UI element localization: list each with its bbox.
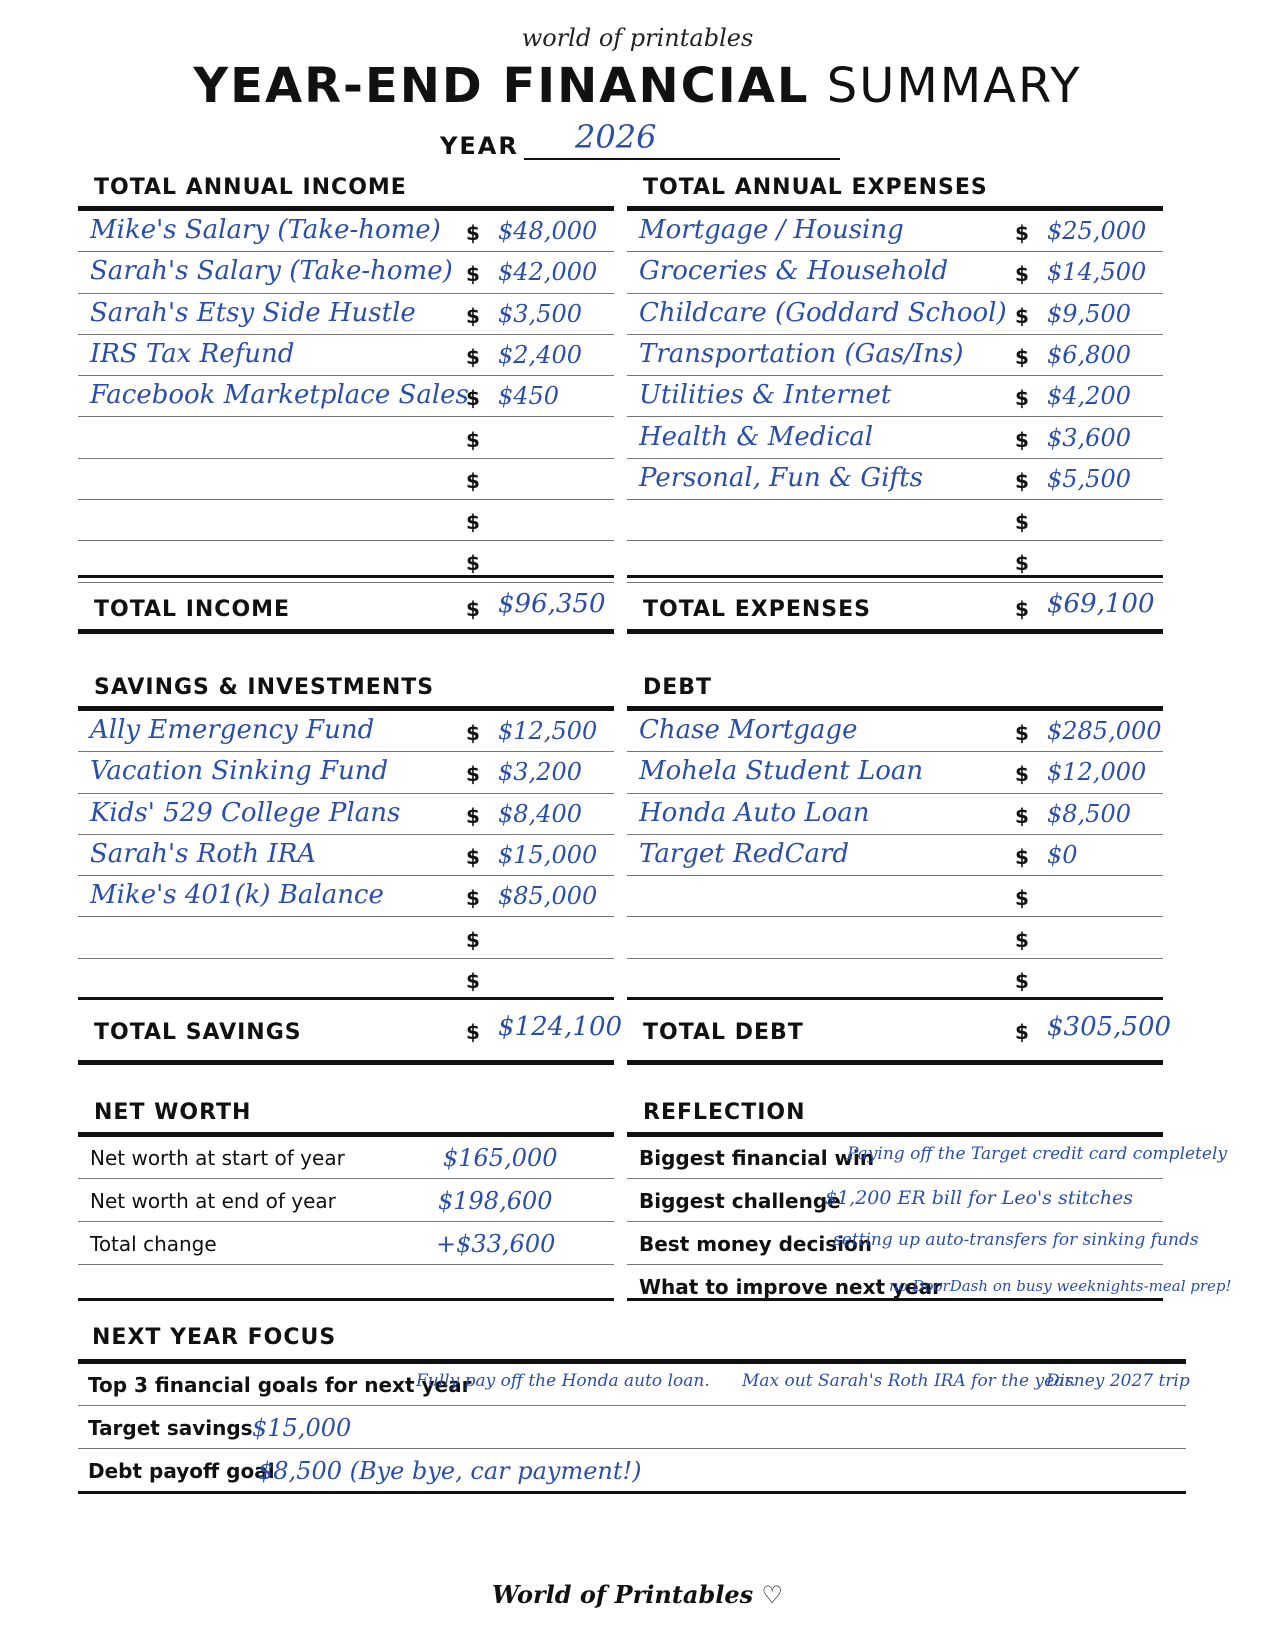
row-label: Biggest financial win — [639, 1146, 875, 1170]
item-name: Chase Mortgage — [639, 715, 858, 745]
next-year-focus-section — [78, 1325, 1190, 1497]
row-label: Total change — [90, 1232, 217, 1256]
item-name: Mohela Student Loan — [639, 756, 924, 787]
section-title: DEBT — [643, 675, 713, 700]
divider — [78, 629, 614, 634]
brand-text: World of Printables — [491, 1580, 754, 1609]
total-savings-row — [78, 1000, 623, 1056]
row-label: Net worth at start of year — [90, 1146, 345, 1170]
line-item-row[interactable] — [78, 376, 614, 417]
item-name: Ally Emergency Fund — [90, 715, 375, 745]
goal-2: Max out Sarah's Roth IRA for the year. — [742, 1371, 1076, 1391]
line-item-row[interactable] — [78, 252, 614, 293]
line-item-row[interactable] — [78, 294, 614, 335]
dollar-sign: $ — [466, 803, 480, 828]
dollar-sign: $ — [466, 344, 480, 369]
total-label: TOTAL INCOME — [94, 597, 291, 622]
row-label: Best money decision — [639, 1232, 872, 1256]
goals-row[interactable] — [78, 1363, 1190, 1406]
line-item-row[interactable] — [627, 918, 1163, 959]
dollar-sign: $ — [1015, 262, 1029, 287]
savings-section — [78, 675, 623, 1075]
line-item-row[interactable] — [627, 252, 1163, 293]
divider — [627, 1298, 1163, 1301]
row-label: What to improve next year — [639, 1275, 942, 1299]
dollar-sign: $ — [1015, 803, 1029, 828]
item-name: IRS Tax Refund — [90, 338, 295, 369]
dollar-sign: $ — [1015, 886, 1029, 911]
goal-3: Disney 2027 trip — [1046, 1371, 1190, 1391]
row-label: Debt payoff goal — [88, 1459, 275, 1483]
dollar-sign: $ — [466, 510, 480, 535]
item-amount: $0 — [1047, 840, 1078, 869]
line-item-row[interactable] — [78, 752, 614, 793]
reflection-section — [627, 1100, 1232, 1305]
item-name: Mike's Salary (Take-home) — [90, 215, 441, 245]
dollar-sign: $ — [1015, 221, 1029, 245]
row-value: $8,500 (Bye bye, car payment!) — [258, 1457, 642, 1485]
item-name: Mortgage / Housing — [639, 215, 904, 245]
item-amount: $85,000 — [498, 882, 598, 911]
dollar-sign: $ — [466, 551, 480, 576]
item-amount: $25,000 — [1047, 217, 1147, 245]
dollar-sign: $ — [466, 968, 480, 993]
item-name: Sarah's Etsy Side Hustle — [90, 297, 416, 328]
item-amount: $12,000 — [1047, 758, 1147, 787]
dollar-sign: $ — [466, 927, 480, 952]
income-section — [78, 175, 614, 640]
dollar-sign: $ — [1015, 597, 1029, 621]
item-amount: $4,200 — [1047, 382, 1131, 411]
dollar-sign: $ — [1015, 721, 1029, 745]
row-value: $15,000 — [252, 1414, 352, 1442]
dollar-sign: $ — [466, 427, 480, 452]
page-title — [0, 58, 1275, 114]
line-item-row[interactable] — [78, 794, 614, 835]
debt-payoff-row[interactable] — [78, 1449, 1186, 1492]
line-item-row[interactable] — [78, 918, 614, 959]
line-item-row[interactable] — [627, 335, 1163, 376]
row-value: $165,000 — [443, 1144, 558, 1172]
divider — [78, 1060, 614, 1065]
line-item-row[interactable] — [78, 335, 614, 376]
debt-section — [627, 675, 1172, 1075]
dollar-sign: $ — [1015, 968, 1029, 993]
item-amount: $9,500 — [1047, 299, 1131, 328]
item-amount: $3,600 — [1047, 423, 1131, 452]
line-item-row[interactable] — [627, 794, 1163, 835]
section-title: NEXT YEAR FOCUS — [92, 1325, 337, 1350]
line-item-row[interactable] — [627, 211, 1163, 252]
row-label: Target savings — [88, 1416, 253, 1440]
heart-icon: ♡ — [761, 1580, 784, 1609]
line-item-row[interactable] — [627, 876, 1163, 917]
line-item-row[interactable] — [78, 835, 614, 876]
dollar-sign: $ — [466, 262, 480, 287]
item-name: Facebook Marketplace Sales — [90, 380, 469, 411]
item-amount: $42,000 — [498, 258, 598, 287]
brand-logo-bottom — [0, 1580, 1275, 1609]
year-value: 2026 — [575, 118, 657, 156]
title-light: SUMMARY — [826, 58, 1082, 114]
divider — [627, 1060, 1163, 1065]
dollar-sign: $ — [466, 386, 480, 411]
item-amount: $12,500 — [498, 717, 598, 745]
dollar-sign: $ — [466, 844, 480, 869]
dollar-sign: $ — [1015, 1020, 1029, 1044]
line-item-row[interactable] — [627, 418, 1163, 459]
item-name: Vacation Sinking Fund — [90, 756, 389, 787]
row-label: Net worth at end of year — [90, 1189, 336, 1213]
dollar-sign: $ — [1015, 303, 1029, 328]
item-name: Mike's 401(k) Balance — [90, 880, 384, 911]
total-amount: $96,350 — [498, 589, 606, 619]
item-amount: $8,500 — [1047, 799, 1131, 828]
total-amount: $124,100 — [498, 1012, 623, 1042]
item-name: Sarah's Roth IRA — [90, 838, 317, 869]
item-amount: $8,400 — [498, 799, 582, 828]
expenses-section — [627, 175, 1163, 640]
dollar-sign: $ — [466, 597, 480, 621]
goal-1: Fully pay off the Honda auto loan. — [416, 1371, 710, 1391]
net-worth-end-row[interactable] — [78, 1179, 614, 1222]
section-title: SAVINGS & INVESTMENTS — [94, 675, 435, 700]
item-amount: $285,000 — [1047, 717, 1162, 745]
row-label: Biggest challenge — [639, 1189, 841, 1213]
total-label: TOTAL SAVINGS — [94, 1020, 302, 1045]
total-change-row[interactable] — [78, 1222, 614, 1265]
total-amount: $69,100 — [1047, 589, 1155, 619]
row-value: +$33,600 — [436, 1230, 556, 1258]
line-item-row[interactable] — [627, 752, 1163, 793]
row-value: Paying off the Target credit card completely — [847, 1144, 1227, 1164]
target-savings-row[interactable] — [78, 1406, 1186, 1449]
dollar-sign: $ — [466, 468, 480, 493]
line-item-row[interactable] — [627, 835, 1163, 876]
year-field[interactable] — [440, 118, 840, 166]
line-item-row[interactable] — [78, 211, 614, 252]
line-item-row[interactable] — [627, 711, 1163, 752]
item-amount: $2,400 — [498, 340, 582, 369]
dollar-sign: $ — [466, 721, 480, 745]
year-underline — [524, 158, 840, 160]
line-item-row[interactable] — [78, 500, 614, 541]
item-amount: $3,200 — [498, 758, 582, 787]
line-item-row[interactable] — [78, 876, 614, 917]
biggest-challenge-row[interactable] — [627, 1179, 1163, 1222]
dollar-sign: $ — [1015, 551, 1029, 576]
total-label: TOTAL EXPENSES — [643, 597, 871, 622]
item-amount: $450 — [498, 382, 560, 411]
line-item-row[interactable] — [78, 711, 614, 752]
item-name: Groceries & Household — [639, 256, 949, 287]
section-title: TOTAL ANNUAL EXPENSES — [643, 175, 988, 200]
item-amount: $6,800 — [1047, 340, 1131, 369]
line-item-row[interactable] — [78, 959, 614, 1000]
divider — [627, 629, 1163, 634]
item-name: Personal, Fun & Gifts — [639, 462, 923, 493]
dollar-sign: $ — [1015, 927, 1029, 952]
row-value: $198,600 — [438, 1187, 553, 1215]
net-worth-start-row[interactable] — [78, 1136, 614, 1179]
dollar-sign: $ — [1015, 762, 1029, 787]
item-amount: $5,500 — [1047, 464, 1131, 493]
row-value: no DoorDash on busy weeknights-meal prep! — [889, 1277, 1232, 1295]
item-amount: $15,000 — [498, 840, 598, 869]
row-value: $1,200 ER bill for Leo's stitches — [825, 1187, 1134, 1209]
line-item-row[interactable] — [78, 459, 614, 500]
dollar-sign: $ — [466, 221, 480, 245]
item-name: Sarah's Salary (Take-home) — [90, 256, 453, 287]
total-expenses-row — [627, 577, 1163, 633]
row-value: setting up auto-transfers for sinking funds — [833, 1230, 1199, 1250]
item-name: Utilities & Internet — [639, 380, 892, 411]
line-item-row[interactable] — [78, 418, 614, 459]
total-amount: $305,500 — [1047, 1012, 1172, 1042]
dollar-sign: $ — [466, 762, 480, 787]
biggest-win-row[interactable] — [627, 1136, 1227, 1179]
brand-logo-top: world of printables — [521, 24, 754, 52]
dollar-sign: $ — [1015, 386, 1029, 411]
item-amount: $14,500 — [1047, 258, 1147, 287]
dollar-sign: $ — [1015, 510, 1029, 535]
line-item-row[interactable] — [627, 294, 1163, 335]
net-worth-section — [78, 1100, 614, 1305]
dollar-sign: $ — [1015, 468, 1029, 493]
row-label: Top 3 financial goals for next year — [88, 1373, 472, 1397]
dollar-sign: $ — [1015, 844, 1029, 869]
item-amount: $48,000 — [498, 217, 598, 245]
dollar-sign: $ — [466, 1020, 480, 1044]
line-item-row[interactable] — [627, 500, 1163, 541]
item-name: Target RedCard — [639, 838, 850, 869]
item-name: Honda Auto Loan — [639, 797, 870, 828]
section-title: REFLECTION — [643, 1100, 806, 1125]
item-name: Health & Medical — [639, 421, 874, 452]
line-item-row[interactable] — [627, 459, 1163, 500]
line-item-row[interactable] — [627, 376, 1163, 417]
item-name: Childcare (Goddard School) — [639, 297, 1007, 328]
divider — [78, 1491, 1186, 1494]
dollar-sign: $ — [1015, 344, 1029, 369]
best-decision-row[interactable] — [627, 1222, 1199, 1265]
improve-row[interactable] — [627, 1265, 1232, 1308]
item-amount: $3,500 — [498, 299, 582, 328]
title-bold: YEAR-END FINANCIAL — [193, 58, 810, 114]
divider — [78, 1298, 614, 1301]
year-label: YEAR — [440, 132, 519, 160]
line-item-row[interactable] — [627, 959, 1163, 1000]
item-name: Kids' 529 College Plans — [90, 797, 401, 828]
total-label: TOTAL DEBT — [643, 1020, 804, 1045]
dollar-sign: $ — [466, 886, 480, 911]
total-income-row — [78, 577, 614, 633]
section-title: NET WORTH — [94, 1100, 252, 1125]
dollar-sign: $ — [466, 303, 480, 328]
dollar-sign: $ — [1015, 427, 1029, 452]
section-title: TOTAL ANNUAL INCOME — [94, 175, 407, 200]
total-debt-row — [627, 1000, 1172, 1056]
item-name: Transportation (Gas/Ins) — [639, 338, 964, 369]
